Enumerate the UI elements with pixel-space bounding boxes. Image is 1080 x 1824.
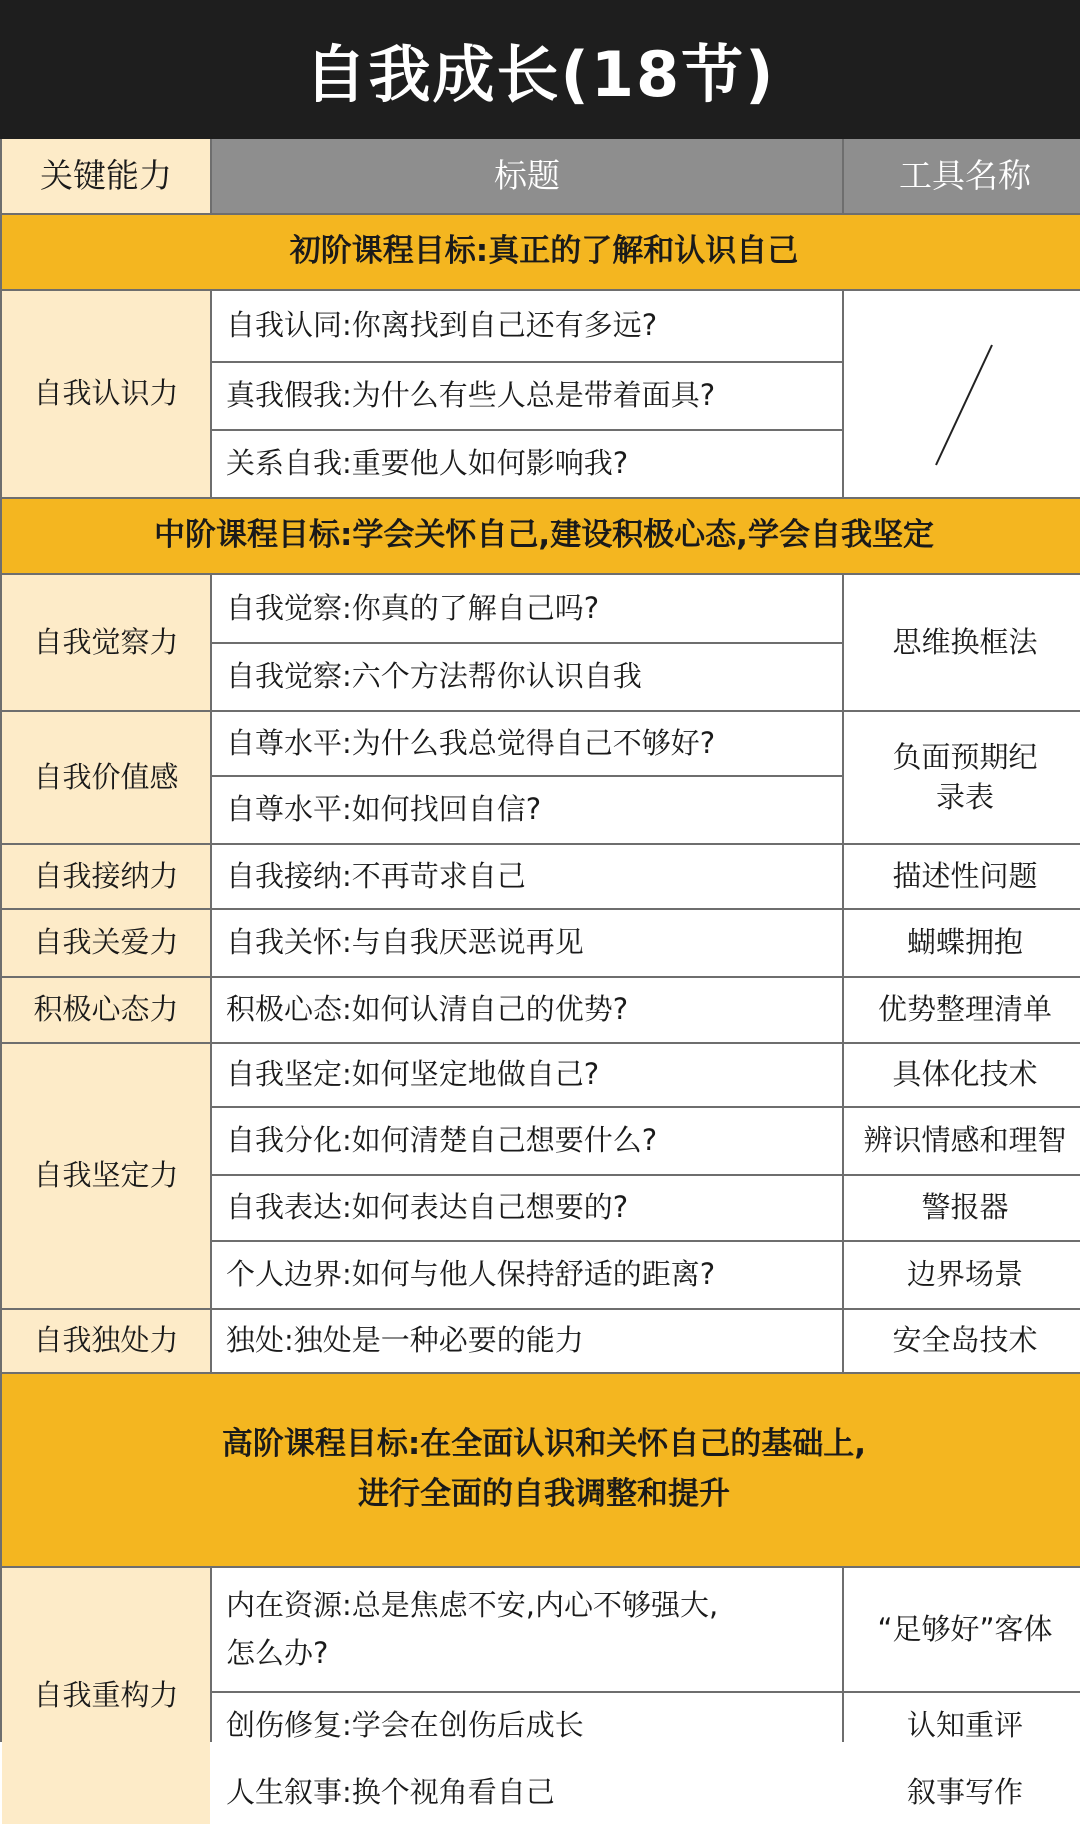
lesson-title [212, 1568, 842, 1691]
section-intermediate: 中阶课程目标:学会关怀自己,建设积极心态,学会自我坚定 [2, 499, 1080, 573]
lesson-title: 人生叙事:换个视角看自己 [212, 1761, 842, 1824]
key-ability-cell: 自我坚定力 [2, 1044, 210, 1308]
lesson-title-line: 怎么办? [226, 1635, 329, 1670]
course-table [0, 139, 1080, 1809]
lesson-title: 自我关怀:与自我厌恶说再见 [212, 910, 842, 976]
tool-name: 辨识情感和理智 [844, 1108, 1080, 1174]
tool-name [844, 712, 1080, 843]
section-advanced-line: 高阶课程目标:在全面认识和关怀自己的基础上, [221, 1426, 867, 1463]
page-title: 自我成长(18节) [0, 0, 1080, 139]
lesson-title: 个人边界:如何与他人保持舒适的距离? [212, 1242, 842, 1308]
header-title: 标题 [212, 139, 842, 213]
section-beginner: 初阶课程目标:真正的了解和认识自己 [2, 215, 1080, 289]
lesson-title: 积极心态:如何认清自己的优势? [212, 978, 842, 1042]
tool-name-line: 负面预期纪 [892, 740, 1038, 775]
lesson-title: 自尊水平:为什么我总觉得自己不够好? [212, 712, 842, 775]
tool-name: “足够好”客体 [844, 1568, 1080, 1691]
lesson-title: 独处:独处是一种必要的能力 [212, 1310, 842, 1372]
key-ability-cell: 自我价值感 [2, 712, 210, 843]
lesson-title: 自我认同:你离找到自己还有多远? [212, 291, 842, 361]
diagonal-slash-mark [844, 291, 1080, 497]
tool-name: 优势整理清单 [844, 978, 1080, 1042]
lesson-title: 自我坚定:如何坚定地做自己? [212, 1044, 842, 1106]
key-ability-cell: 自我重构力 [2, 1568, 210, 1824]
lesson-title: 自我表达:如何表达自己想要的? [212, 1176, 842, 1240]
lesson-title: 关系自我:重要他人如何影响我? [212, 431, 842, 497]
lesson-title: 真我假我:为什么有些人总是带着面具? [212, 363, 842, 429]
header-key-ability: 关键能力 [2, 139, 210, 213]
key-ability-cell: 积极心态力 [2, 978, 210, 1042]
lesson-title: 自我觉察:六个方法帮你认识自我 [212, 644, 842, 710]
tool-name: 警报器 [844, 1176, 1080, 1240]
tool-name: 边界场景 [844, 1242, 1080, 1308]
tool-name: 蝴蝶拥抱 [844, 910, 1080, 976]
key-ability-cell: 自我关爱力 [2, 910, 210, 976]
empty-tool-cell [844, 291, 1080, 497]
tool-name: 具体化技术 [844, 1044, 1080, 1106]
key-ability-cell: 自我接纳力 [2, 845, 210, 908]
tool-name-line: 录表 [935, 779, 994, 814]
key-ability-cell: 自我独处力 [2, 1310, 210, 1372]
key-ability-cell: 自我觉察力 [2, 575, 210, 710]
lesson-title: 自我觉察:你真的了解自己吗? [212, 575, 842, 642]
section-advanced [2, 1374, 1080, 1566]
header-tool-name: 工具名称 [844, 139, 1080, 213]
key-ability-cell: 自我认识力 [2, 291, 210, 497]
tool-name: 思维换框法 [844, 575, 1080, 710]
lesson-title: 自我接纳:不再苛求自己 [212, 845, 842, 908]
tool-name: 叙事写作 [844, 1761, 1080, 1824]
section-advanced-line: 进行全面的自我调整和提升 [358, 1476, 730, 1512]
lesson-title: 自我分化:如何清楚自己想要什么? [212, 1108, 842, 1174]
tool-name: 描述性问题 [844, 845, 1080, 908]
tool-name: 安全岛技术 [844, 1310, 1080, 1372]
tool-name: 认知重评 [844, 1693, 1080, 1759]
lesson-title-line: 内在资源:总是焦虑不安,内心不够强大, [226, 1587, 719, 1622]
lesson-title: 自尊水平:如何找回自信? [212, 777, 842, 843]
lesson-title: 创伤修复:学会在创伤后成长 [212, 1693, 842, 1759]
